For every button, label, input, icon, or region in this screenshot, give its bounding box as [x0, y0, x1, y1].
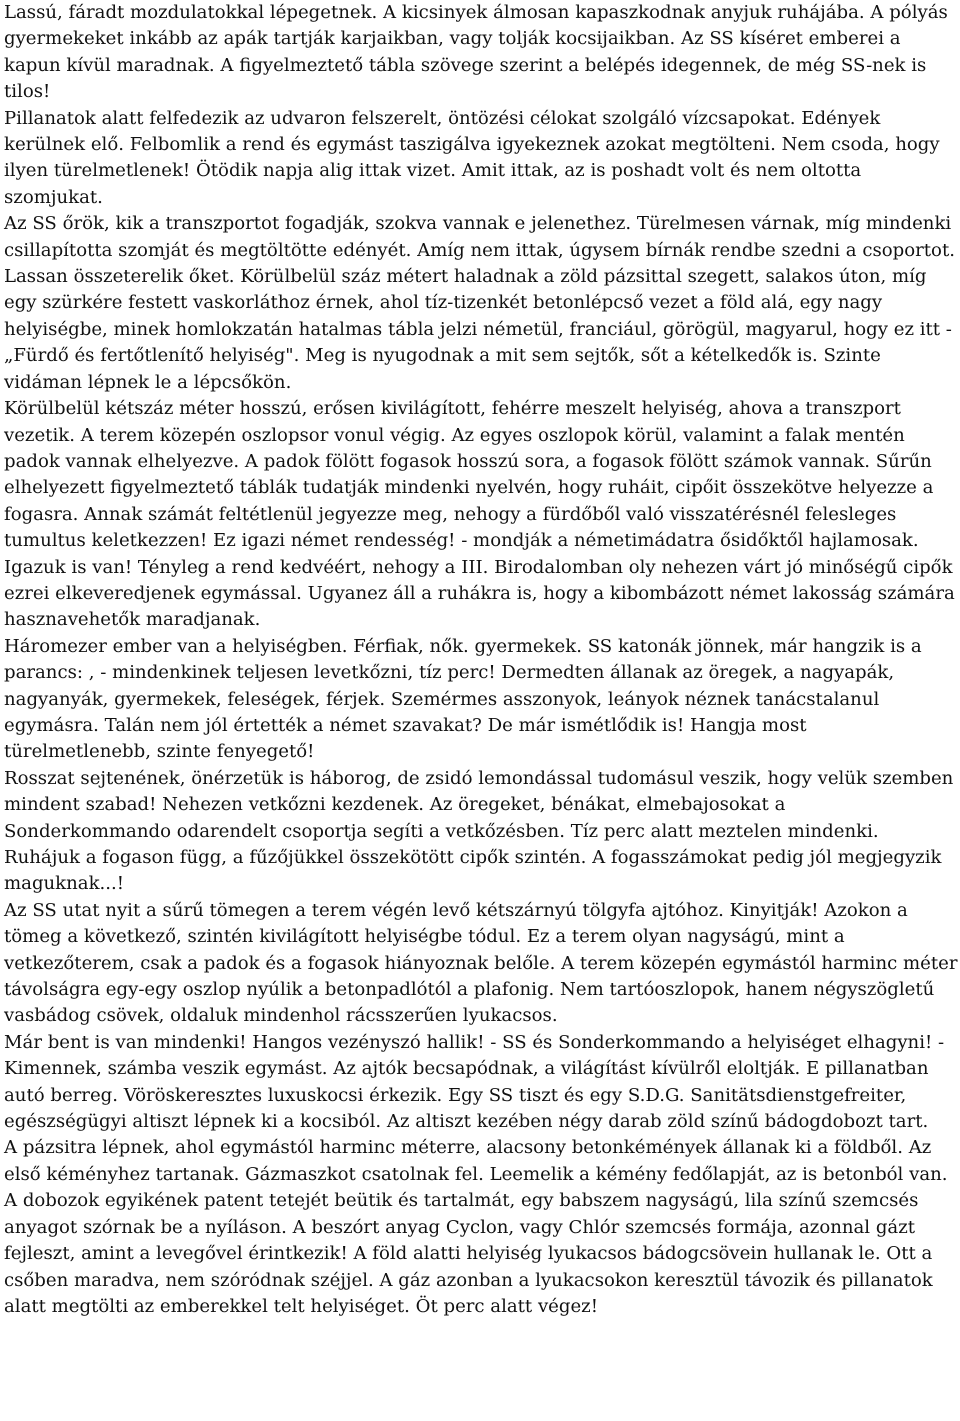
paragraph-arrival: Lassú, fáradt mozdulatokkal lépegetnek. A kicsinyek álmosan kapaszkodnak anyjuk ruhájába. A pólyás gyermekeket inkább az apák tartják karjaikban, vagy tolják kocsijaikban. Az SS kíséret emberei a kapun kívül maradnak. A figyelmeztető tábla szövege szerint a belépés idegennek, de még SS-nek is tilos!	[4, 2, 948, 103]
paragraph-guards: Az SS őrök, kik a transzportot fogadják, szokva vannak e jelenethez. Türelmesen várnak, míg mindenki csillapította szomját és megtöltötte edényét. Amíg nem ittak, úgysem bírnák rendbe szedni a csoportot. Lassan összeterelik őket. Körülbelül száz métert haladnak a zöld pázsittal szegett, salakos úton, míg egy szürkére festett vaskorláthoz érnek, ahol tíz-tizenkét betonlépcső vezet a föld alá, egy nagy helyiségbe, minek homlokzatán hatalmas tábla jelzi németül, franciául, görögül, magyarul, hogy ez itt - „Fürdő és fertőtlenítő helyiség". Meg is nyugodnak a mit sem sejtők, sőt a kételkedők is. Szinte vidáman lépnek le a lépcsőkön.	[4, 213, 955, 393]
paragraph-doors-closed: Már bent is van mindenki! Hangos vezényszó hallik! - SS és Sonderkommando a helyiséget elhagyni! - Kimennek, számba veszik egymást. Az ajtók becsapódnak, a világítást kívülről eloltják. E pillanatban autó berreg. Vöröskeresztes luxuskocsi érkezik. Egy SS tiszt és egy S.D.G. Sanitätsdienstgefreiter, egészségügyi altiszt lépnek ki a kocsiból. Az altiszt kezében négy darab zöld színű bádogdobozt tart.	[4, 1031, 945, 1133]
paragraph-undressing-room: Körülbelül kétszáz méter hosszú, erősen kivilágított, fehérre meszelt helyiség, ahova a transzport vezetik. A terem közepén oszlopsor vonul végig. Az egyes oszlopok körül, valamint a falak mentén padok vannak elhelyezve. A padok fölött fogasok hosszú sora, a fogasok fölött számok vannak. Sűrűn elhelyezett figyelmeztető táblák tudatják mindenki nyelvén, hogy ruháit, cipőit összekötve helyezze a fogasra. Annak számát feltétlenül jegyezze meg, nehogy a fürdőből való visszatérésnél felesleges tumultus keletkezzen! Ez igazi német rendesség! - mondják a németimádatra ősidőktől hajlamosak. Igazuk is van! Tényleg a rend kedvéért, nehogy a III. Birodalomban oly nehezen várt jó minőségű cipők ezrei elkeveredjenek egymással. Ugyanez áll a ruhákra is, hogy a kibombázott német lakosság számára hasznavehetők maradjanak.	[4, 398, 955, 631]
paragraph-three-thousand: Háromezer ember van a helyiségben. Férfiak, nők. gyermekek. SS katonák jönnek, már hangzik is a parancs: , - mindenkinek teljesen levetkőzni, tíz perc! Dermedten állanak az öregek, a nagyapák, nagyanyák, gyermekek, feleségek, férjek. Szemérmes asszonyok, leányok néznek tanácstalanul egymásra. Talán nem jól értették a német szavakat? De már ismétlődik is! Hangja most türelmetlenebb, szinte fenyegető!	[4, 635, 922, 763]
paragraph-undressing: Rosszat sejtenének, önérzetük is háborog, de zsidó lemondással tudomásul veszik, hogy velük szemben mindent szabad! Nehezen vetkőzni kezdenek. Az öregeket, bénákat, elmebajosokat a Sonderkommando odarendelt csoportja segíti a vetkőzésben. Tíz perc alatt meztelen mindenki. Ruhájuk a fogason függ, a fűzőjükkel összekötött cipők szintén. A fogasszámokat pedig jól megjegyzik maguknak...!	[4, 767, 954, 895]
paragraph-gas: A pázsitra lépnek, ahol egymástól harminc méterre, alacsony betonkémények állanak ki a földből. Az első kéményhez tartanak. Gázmaszkot csatolnak fel. Leemelik a kémény fedőlapját, az is betonból van. A dobozok egyikének patent tetejét beütik és tartalmát, egy babszem nagyságú, lila színű szemcsés anyagot szórnak be a nyíláson. A beszórt anyag Cyclon, vagy Chlór szemcsés formája, azonnal gázt fejleszt, amint a levegővel érintkezik! A föld alatti helyiség lyukacsos bádogcsövein hullanak le. Ott a csőben maradva, nem szóródnak széjjel. A gáz azonban a lyukacsokon keresztül távozik és pillanatok alatt megtölti az emberekkel telt helyiséget. Öt perc alatt végez!	[4, 1137, 948, 1317]
paragraph-second-room: Az SS utat nyit a sűrű tömegen a terem végén levő kétszárnyú tölgyfa ajtóhoz. Kinyitják! Azokon a tömeg a következő, szintén kivilágított helyiségbe tódul. Ez a terem olyan nagyságú, mint a vetkezőterem, csak a padok és a fogasok hiányoznak belőle. A terem közepén egymástól harminc méter távolságra egy-egy oszlop nyúlik a betonpadlótól a plafonig. Nem tartóoszlopok, hanem négyszögletű vasbádog csövek, oldaluk mindenhol rácsszerűen lyukacsos.	[4, 899, 958, 1027]
paragraph-water-taps: Pillanatok alatt felfedezik az udvaron felszerelt, öntözési célokat szolgáló vízcsapokat. Edények kerülnek elő. Felbomlik a rend és egymást taszigálva igyekeznek azokat megtölteni. Nem csoda, hogy ilyen türelmetlenek! Ötödik napja alig ittak vizet. Amit ittak, az is poshadt volt és nem oltotta szomjukat.	[4, 107, 940, 208]
